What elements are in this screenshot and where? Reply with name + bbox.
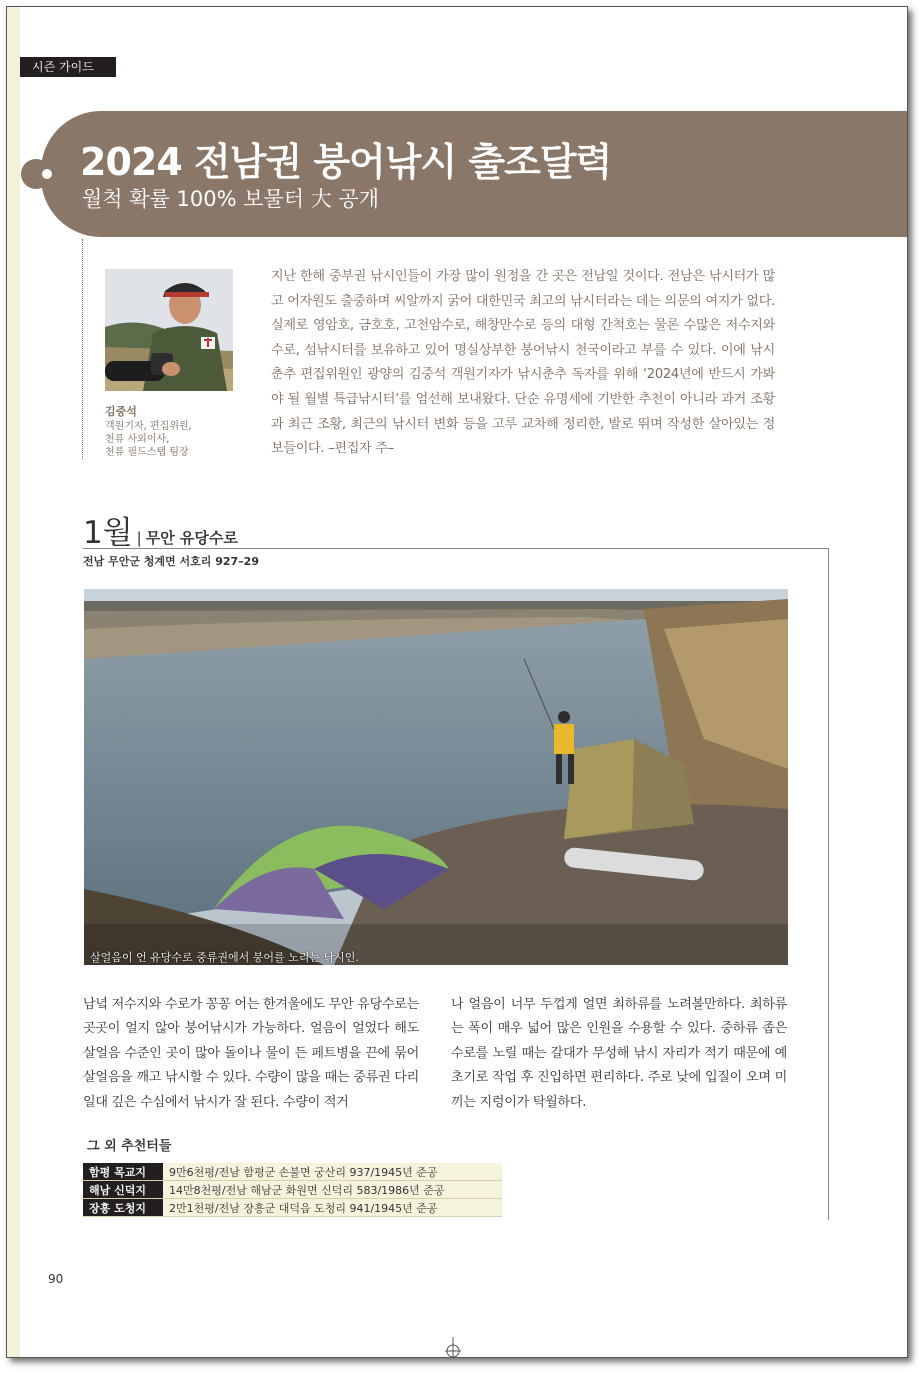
author-name: 김중석 (105, 405, 137, 418)
body-column-left: 남녘 저수지와 수로가 꽁꽁 어는 한겨울에도 무안 유당수로는 곳곳이 얼지 않아 붕어낚시가 가능하다. 얼음이 얼었다 해도 살얼음 수준인 곳이 많아 돌이나 물이 든 페트병을 끈에 묶어 살얼음을 깨고 낚시할 수 있다. 수량이 많을 때는 중류권 다리 일대 깊은 수심에서 낚시가 잘 된다. 수량이 적거 (83, 997, 419, 1110)
magazine-page (6, 6, 908, 1358)
month-separator: | (136, 529, 142, 547)
author-role: 천류 사외이사, (105, 434, 170, 445)
section-rule (83, 548, 828, 549)
spot-name-cell: 해남 신덕지 (83, 1181, 163, 1199)
intro-paragraph: 지난 한해 중부권 낚시인들이 가장 많이 원정을 간 곳은 전남일 것이다. 전남은 낚시터가 많고 어자원도 출중하며 씨알까지 굵어 대한민국 최고의 낚시터라는 데는 의문의 여지가 없다. 실제로 영암호, 금호호, 고천암수로, 해창만수로 등의 대형 간척호는 물론 수많은 저수지와 수로, 섬낚시터를 보유하고 있어 명실상부한 붕어낚시 천국이라고 부를 수 있다. 이에 낚시춘추 편집위원인 광양의 김중석 객원기자가 낚시춘추 독자를 위해 ‘2024년에 반드시 가봐야 될 월별 특급낚시터’를 엄선해 보내왔다. 단순 유명세에 기반한 추천이 아니라 과거 조황과 최근 조황, 최근의 낚시터 변화 등을 고루 교차해 정리한, 발로 뛰며 작성한 살아있는 정보들이다. –편집자 주– (271, 269, 775, 457)
body-column-right: 나 얼음이 너무 두껍게 얼면 최하류를 노려볼만하다. 최하류는 폭이 매우 넓어 많은 인원을 수용할 수 있다. 중하류 좁은 수로를 노릴 때는 갈대가 무성해 낚시 자리가 적기 때문에 예초기로 작업 후 진입하면 편리하다. 주로 낮에 입질이 오며 미끼는 지렁이가 탁월하다. (451, 997, 787, 1110)
author-role: 객원기자, 편집위원, (105, 421, 192, 432)
page-spine (7, 7, 20, 1357)
author-role: 천류 필드스탭 팀장 (105, 447, 189, 458)
page-subtitle: 월척 확률 100% 보물터 大 공개 (82, 187, 379, 211)
fishing-photo (84, 589, 788, 965)
spot-address: 전남 무안군 청계면 서호리 927–29 (83, 555, 259, 568)
spot-info-cell: 14만8천평/전남 해남군 화원면 신덕리 583/1986년 준공 (163, 1181, 502, 1199)
other-spots-title: 그 외 추천터들 (87, 1139, 172, 1154)
spot-info-cell: 2만1천평/전남 장흥군 대덕읍 도청리 941/1945년 준공 (163, 1199, 502, 1217)
photo-caption: 살얼음이 언 유당수로 중류권에서 붕어를 노리는 낚시인. (90, 951, 359, 964)
author-portrait (105, 269, 233, 391)
table-row (83, 1199, 502, 1217)
spot-name-cell: 함평 목교지 (83, 1163, 163, 1181)
other-spots-table (83, 1163, 502, 1217)
crop-mark-icon (443, 1337, 463, 1357)
month-heading (83, 507, 238, 552)
section-rule-vertical (828, 548, 829, 1220)
spot-name: 무안 유당수로 (145, 529, 238, 547)
table-row (83, 1181, 502, 1199)
page-title: 2024 전남권 붕어낚시 출조달력 (80, 140, 612, 184)
table-row (83, 1163, 502, 1181)
spot-info-cell: 9만6천평/전남 함평군 손불면 궁산리 937/1945년 준공 (163, 1163, 502, 1181)
spot-name-cell: 장흥 도청지 (83, 1199, 163, 1217)
dotted-divider (82, 239, 83, 459)
section-tag: 시즌 가이드 (20, 57, 116, 77)
banner-dot-icon (42, 169, 52, 179)
page-number: 90 (48, 1272, 64, 1286)
month-label: 1월 (83, 515, 133, 551)
